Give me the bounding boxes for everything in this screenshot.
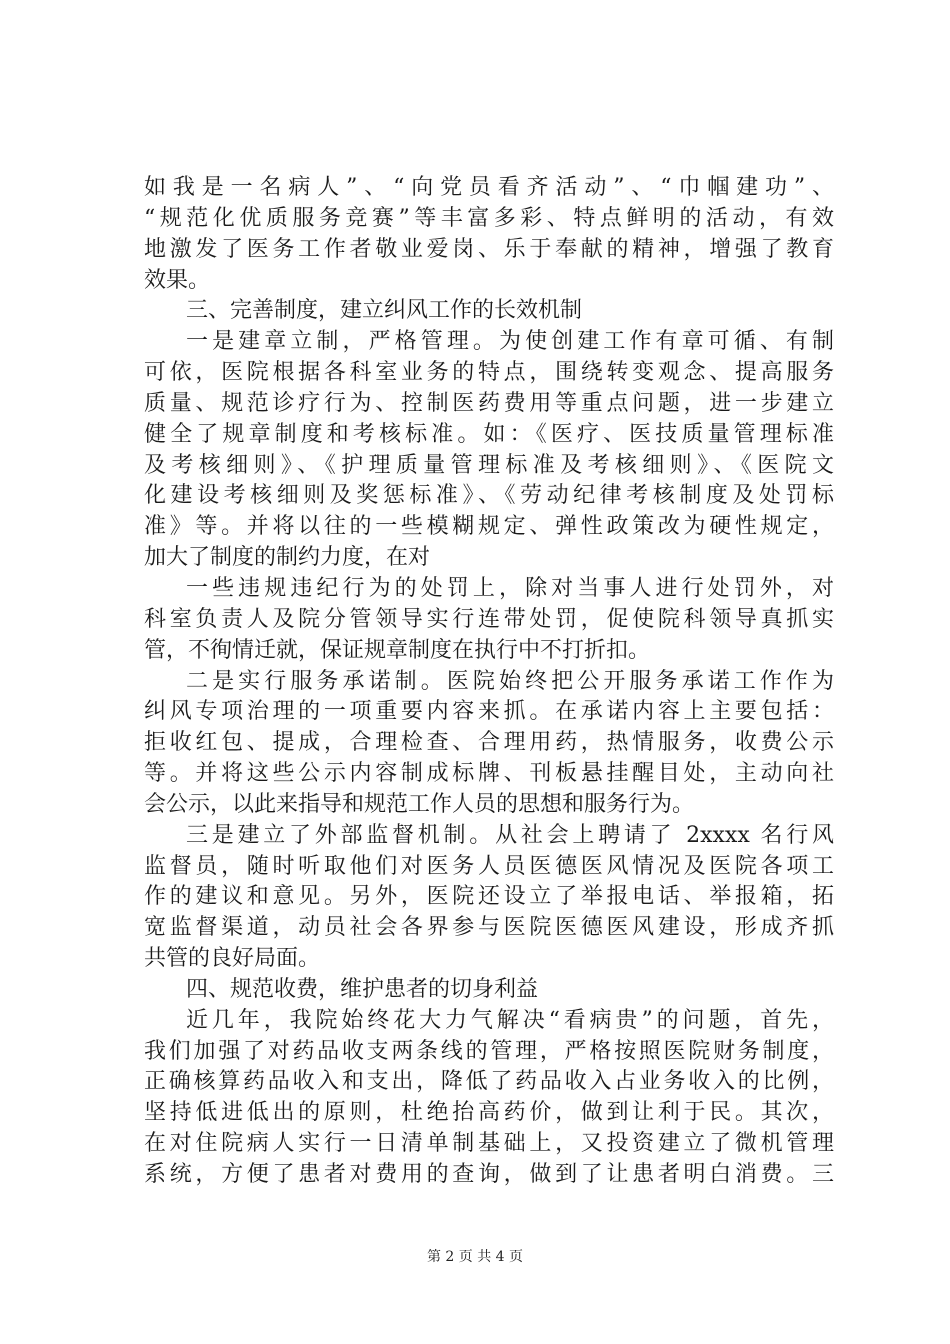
body-text-line: 正确核算药品收入和支出，降低了药品收入占业务收入的比例，: [144, 1069, 834, 1094]
body-text-line: 一些违规违纪行为的处罚上，除对当事人进行处罚外，对: [186, 576, 834, 601]
section-heading: 三、完善制度，建立纠风工作的长效机制: [186, 298, 583, 323]
body-text-line: 二是实行服务承诺制。医院始终把公开服务承诺工作作为: [186, 669, 834, 694]
body-text-line: 拒收红包、提成，合理检查、合理用药，热情服务，收费公示: [144, 730, 834, 755]
body-text-line: 化建设考核细则及奖惩标准》、《劳动纪律考核制度及处罚标: [144, 483, 834, 508]
body-text-line: “规范化优质服务竞赛”等丰富多彩、特点鲜明的活动，有效: [144, 206, 834, 231]
body-text-line: 系统，方便了患者对费用的查询，做到了让患者明白消费。三: [144, 1162, 834, 1187]
body-text-line: 作的建议和意见。另外，医院还设立了举报电话、举报箱，拓: [144, 884, 834, 909]
body-text-line: 纠风专项治理的一项重要内容来抓。在承诺内容上主要包括：: [144, 699, 834, 724]
body-text-line: 如我是一名病人”、“向党员看齐活动”、“巾帼建功”、: [144, 175, 834, 200]
body-text-line: 加大了制度的制约力度，在对: [144, 545, 431, 570]
body-text-line: 共管的良好局面。: [144, 946, 321, 971]
section-heading: 四、规范收费，维护患者的切身利益: [186, 977, 539, 1002]
body-text-line: 可依，医院根据各科室业务的特点，围绕转变观念、提高服务: [144, 360, 834, 385]
body-text-line: 质量、规范诊疗行为、控制医药费用等重点问题，进一步建立: [144, 391, 834, 416]
body-text-line: 近几年，我院始终花大力气解决“看病贵”的问题，首先，: [186, 1008, 834, 1033]
body-text-line: 在对住院病人实行一日清单制基础上，又投资建立了微机管理: [144, 1131, 834, 1156]
body-text-line: 准》等。并将以往的一些模糊规定、弹性政策改为硬性规定，: [144, 514, 834, 539]
body-text-line: 会公示，以此来指导和规范工作人员的思想和服务行为。: [144, 792, 695, 817]
body-text-line: 监督员，随时听取他们对医务人员医德医风情况及医院各项工: [144, 854, 834, 879]
body-text-line: 等。并将这些公示内容制成标牌、刊板悬挂醒目处，主动向社: [144, 761, 834, 786]
body-text-line: 地激发了医务工作者敬业爱岗、乐于奉献的精神，增强了教育: [144, 237, 834, 262]
body-text-line: 管，不徇情迁就，保证规章制度在执行中不打折扣。: [144, 638, 651, 663]
body-text-line: 及考核细则》、《护理质量管理标准及考核细则》、《医院文: [144, 453, 834, 478]
body-text-line: 一是建章立制，严格管理。为使创建工作有章可循、有制: [186, 329, 834, 354]
body-text-line: 坚持低进低出的原则，杜绝抬高药价，做到让利于民。其次，: [144, 1100, 834, 1125]
body-text-line: 效果。: [144, 268, 211, 293]
body-text-line: 科室负责人及院分管领导实行连带处罚，促使院科领导真抓实: [144, 607, 834, 632]
page-number-footer: 第 2 页 共 4 页: [426, 1249, 524, 1265]
body-text-line: 宽监督渠道，动员社会各界参与医院医德医风建设，形成齐抓: [144, 915, 834, 940]
body-text-line: 三是建立了外部监督机制。从社会上聘请了 2xxxx 名行风: [186, 823, 834, 848]
body-text-line: 健全了规章制度和考核标准。如：《医疗、医技质量管理标准: [144, 422, 834, 447]
body-text-line: 我们加强了对药品收支两条线的管理，严格按照医院财务制度，: [144, 1039, 834, 1064]
